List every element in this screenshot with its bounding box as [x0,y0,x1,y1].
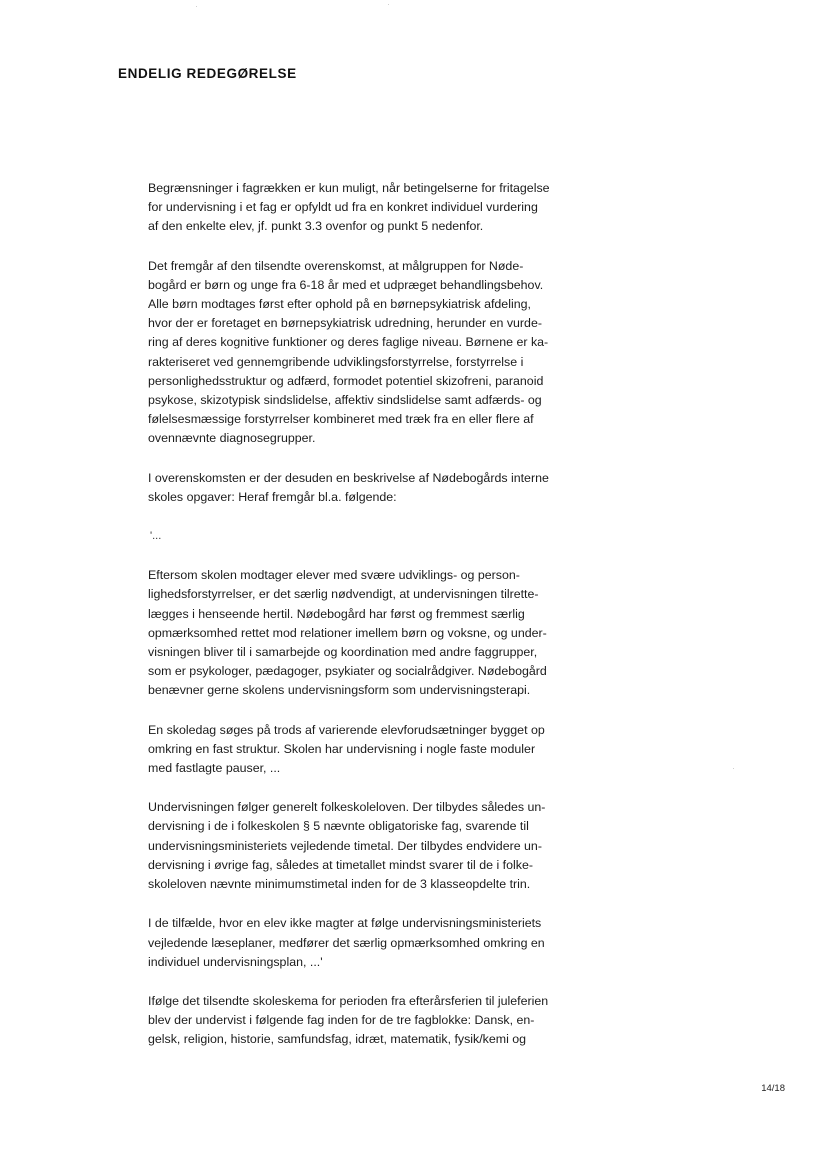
text-line: ring af deres kognitive funktioner og deres faglige niveau. Børnene er ka- [148,335,549,350]
text-line: Begrænsninger i fagrækken er kun muligt, når betingelserne for fritagelse [148,181,550,195]
text-line: følelsesmæssige forstyrrelser kombineret med træk fra en eller flere af [148,412,534,427]
text-line: Alle børn modtages først efter ophold på en børnepsykiatrisk afdeling, [148,297,531,312]
text-line: skoles opgaver: Heraf fremgår bl.a. følgende: [148,489,397,504]
text-line: Ifølge det tilsendte skoleskema for perioden fra efterårsferien til juleferien [148,993,549,1008]
text-line: af den enkelte elev, jf. punkt 3.3 ovenfor og punkt 5 nedenfor. [148,219,484,234]
quote-paragraph-individual-plan [148,914,598,972]
text-line: psykose, skizotypisk sindslidelse, affektiv sindslidelse samt adfærds- og [148,393,542,408]
text-line: gelsk, religion, historie, samfundsfag, idræt, matematik, fysik/kemi og [148,1032,527,1047]
text-line: Eftersom skolen modtager elever med svære udviklings- og person- [148,568,520,583]
quote-paragraph-teaching-form [148,566,598,700]
text-line: bogård er børn og unge fra 6-18 år med et udpræget behandlingsbehov. [148,277,544,292]
text-line: opmærksomhed rettet mod relationer imellem børn og voksne, og under- [148,625,547,640]
text-line: visningen bliver til i samarbejde og koordination med andre faggrupper, [148,645,538,660]
text-line: omkring en fast struktur. Skolen har undervisning i nogle faste moduler [148,741,536,756]
paragraph-schedule-subjects [148,992,598,1050]
text-line: Det fremgår af den tilsendte overenskomst, at målgruppen for Nøde- [148,258,524,273]
text-line: undervisningsministeriets vejledende timetal. Der tilbydes endvidere un- [148,838,542,853]
quote-paragraph-curriculum [148,798,598,894]
document-body [148,179,598,1070]
text-line: En skoledag søges på trods af varierende elevforudsætninger bygget op [148,722,545,737]
text-line: I de tilfælde, hvor en elev ikke magter at følge undervisningsministeriets [148,916,542,931]
text-line: for undervisning i et fag er opfyldt ud fra en konkret individuel vurdering [148,200,538,215]
text-line: dervisning i de i folkeskolen § 5 nævnte obligatoriske fag, svarende til [148,819,529,834]
paragraph-target-group [148,257,598,449]
scan-speck [196,6,197,7]
text-line: som er psykologer, pædagoger, psykiater og socialrådgiver. Nødebogård [148,664,547,679]
page-number: 14/18 [761,1083,785,1094]
text-line: personlighedsstruktur og adfærd, formodet potentiel skizofreni, paranoid [148,373,544,388]
quote-opening-mark: '... [150,530,162,543]
paragraph-exemption-rule [148,179,598,237]
document-header: ENDELIG REDEGØRELSE [118,66,297,81]
text-line: I overenskomsten er der desuden en beskrivelse af Nødebogårds interne [148,470,549,485]
quote-paragraph-school-day [148,721,598,779]
text-line: lighedsforstyrrelser, er det særlig nødvendigt, at undervisningen tilrette- [148,587,539,602]
text-line: rakteriseret ved gennemgribende udviklingsforstyrrelse, forstyrrelse i [148,354,524,369]
text-line: med fastlagte pauser, ... [148,761,281,776]
scan-speck [388,4,389,5]
paragraph-school-tasks-intro [148,469,598,507]
text-line: vejledende læseplaner, medfører det særlig opmærksomhed omkring en [148,935,545,950]
text-line: blev der undervist i følgende fag inden for de tre fagblokke: Dansk, en- [148,1013,535,1028]
text-line: ovennævnte diagnosegrupper. [148,431,316,446]
text-line: dervisning i øvrige fag, således at timetallet mindst svarer til de i folke- [148,857,533,872]
text-line: skoleloven nævnte minimumstimetal inden for de 3 klasseopdelte trin. [148,877,531,892]
text-line: lægges i henseende hertil. Nødebogård har først og fremmest særlig [148,606,525,621]
scan-speck [733,768,734,769]
text-line: Undervisningen følger generelt folkeskoleloven. Der tilbydes således un- [148,800,546,815]
text-line: hvor der er foretaget en børnepsykiatrisk udredning, herunder en vurde- [148,316,542,331]
text-line: individuel undervisningsplan, ...' [148,954,323,969]
text-line: benævner gerne skolens undervisningsform som undervisningsterapi. [148,683,531,698]
